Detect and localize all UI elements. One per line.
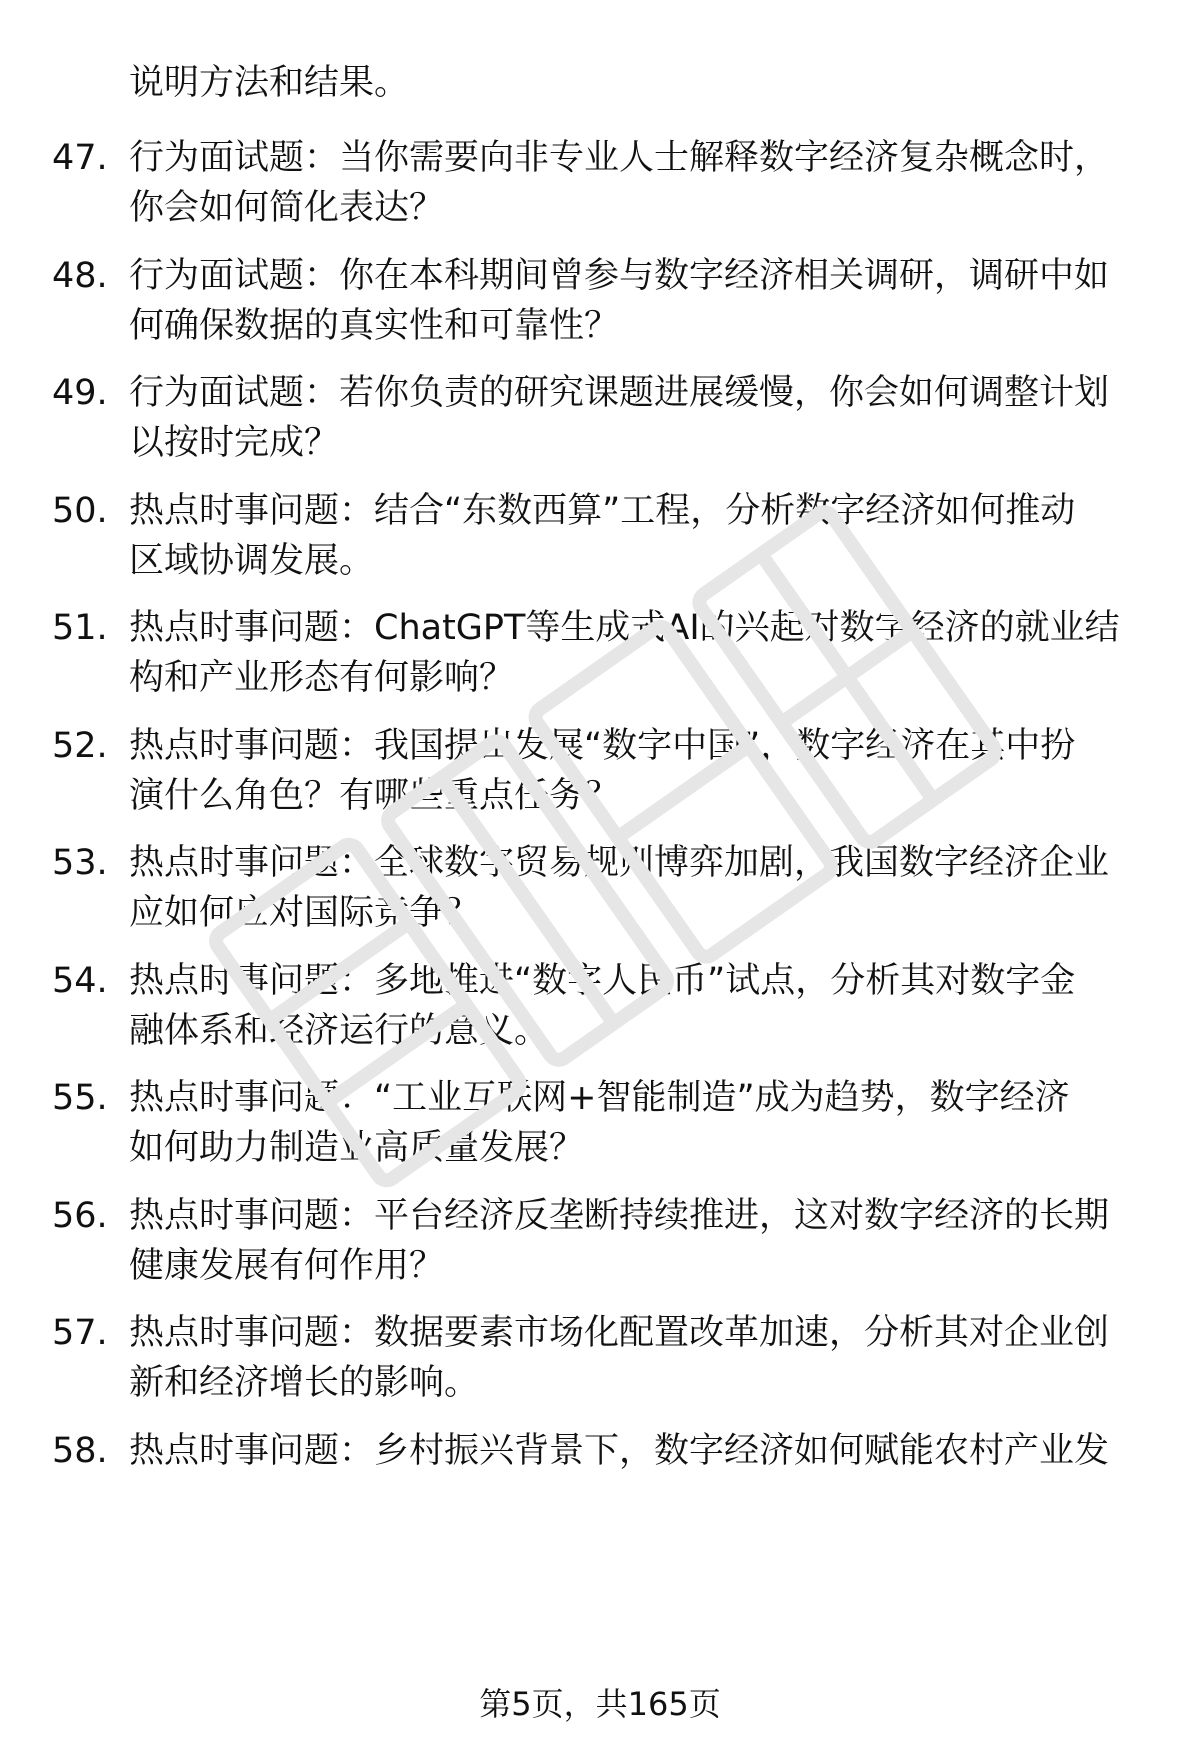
question-item-48 — [0, 251, 1200, 361]
question-item-52 — [0, 721, 1200, 831]
question-text-line2: 何确保数据的真实性和可靠性？ — [129, 306, 620, 346]
page-footer: 第5页，共165页 — [479, 1685, 721, 1723]
question-text-line2: 健康发展有何作用？ — [129, 1246, 445, 1286]
question-number: 53. — [52, 843, 108, 883]
question-item-51 — [0, 603, 1200, 713]
question-text-line1: 热点时事问题：我国提出发展“数字中国”，数字经济在其中扮 — [129, 726, 1076, 766]
question-item-56 — [0, 1191, 1200, 1301]
question-number: 51. — [52, 608, 108, 648]
question-number: 54. — [52, 961, 108, 1001]
question-number: 52. — [52, 726, 108, 766]
question-text-line1: 热点时事问题：ChatGPT等生成式AI的兴起对数字经济的就业结 — [129, 608, 1120, 648]
question-number: 48. — [52, 256, 108, 296]
question-item-47 — [0, 133, 1200, 243]
question-text-line1: 热点时事问题：“工业互联网+智能制造”成为趋势，数字经济 — [129, 1078, 1070, 1118]
question-number: 55. — [52, 1078, 108, 1118]
question-number: 49. — [52, 373, 108, 413]
question-text-line1: 行为面试题：若你负责的研究课题进展缓慢，你会如何调整计划 — [129, 373, 1110, 413]
question-item-58 — [0, 1426, 1200, 1536]
question-text-line1: 行为面试题：你在本科期间曾参与数字经济相关调研，调研中如 — [129, 256, 1110, 296]
question-item-54 — [0, 956, 1200, 1066]
question-text-line1: 热点时事问题：乡村振兴背景下，数字经济如何赋能农村产业发 — [129, 1431, 1110, 1471]
question-item-57 — [0, 1308, 1200, 1418]
question-text-line1: 热点时事问题：数据要素市场化配置改革加速，分析其对企业创 — [129, 1313, 1110, 1353]
question-text-line2: 应如何应对国际竞争？ — [129, 893, 480, 933]
question-item-53 — [0, 838, 1200, 948]
question-text-line1: 热点时事问题：多地推进“数字人民币”试点，分析其对数字金 — [129, 961, 1076, 1001]
question-text-line2: 演什么角色？有哪些重点任务？ — [129, 776, 620, 816]
intro-line: 说明方法和结果。 — [129, 63, 410, 103]
question-item-49 — [0, 368, 1200, 478]
question-number: 57. — [52, 1313, 108, 1353]
question-item-55 — [0, 1073, 1200, 1183]
question-text-line1: 热点时事问题：全球数字贸易规则博弈加剧，我国数字经济企业 — [129, 843, 1110, 883]
question-number: 50. — [52, 491, 108, 531]
question-text-line2: 新和经济增长的影响。 — [129, 1363, 480, 1403]
question-number: 56. — [52, 1196, 108, 1236]
question-text-line2: 以按时完成？ — [129, 423, 340, 463]
question-text-line1: 热点时事问题：结合“东数西算”工程，分析数字经济如何推动 — [129, 491, 1076, 531]
question-text-line2: 构和产业形态有何影响？ — [129, 658, 515, 698]
question-text-line2: 如何助力制造业高质量发展？ — [129, 1128, 585, 1168]
question-text-line2: 融体系和经济运行的意义。 — [129, 1011, 550, 1051]
question-text-line1: 热点时事问题：平台经济反垄断持续推进，这对数字经济的长期 — [129, 1196, 1110, 1236]
question-number: 58. — [52, 1431, 108, 1471]
question-item-50 — [0, 486, 1200, 596]
question-number: 47. — [52, 138, 108, 178]
question-text-line2: 区域协调发展。 — [129, 541, 375, 581]
question-text-line2: 你会如何简化表达？ — [129, 188, 445, 228]
question-text-line1: 行为面试题：当你需要向非专业人士解释数字经济复杂概念时， — [129, 138, 1110, 178]
